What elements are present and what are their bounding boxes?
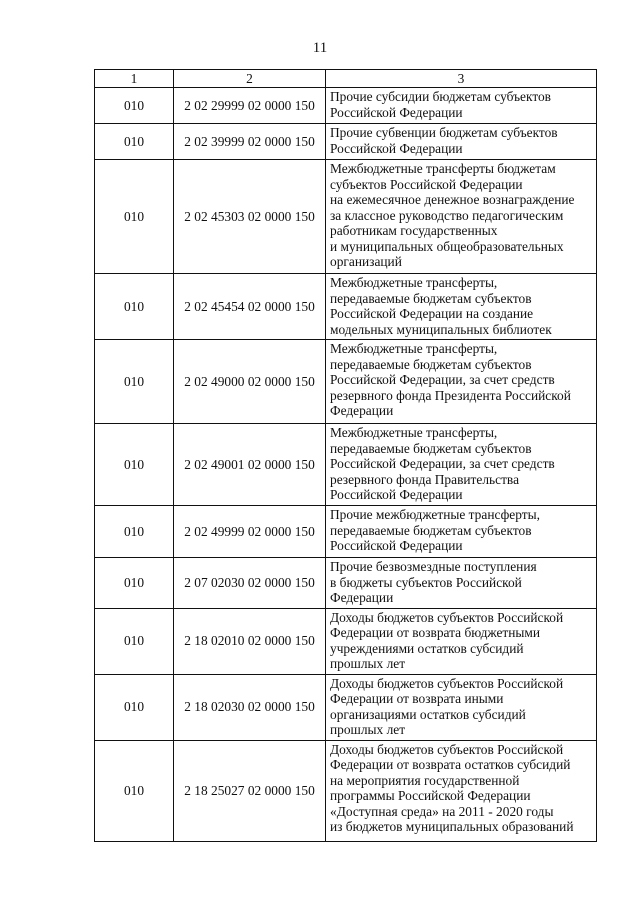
admin-code-cell: 010 [95,424,174,506]
admin-code-cell: 010 [95,558,174,609]
revenue-code-cell: 2 02 49000 02 0000 150 [174,340,326,424]
description-line: Российской Федерации, за счет средств [330,456,555,471]
admin-code-cell: 010 [95,88,174,124]
description-line: Доходы бюджетов субъектов Российской [330,609,564,625]
admin-code-cell: 010 [95,160,174,274]
column-header-1: 1 [95,70,174,88]
description-line: Федерации от возврата остатков субсидий [330,757,571,772]
description-line: Российской Федерации [330,487,463,502]
revenue-code-cell: 2 02 49999 02 0000 150 [174,506,326,558]
revenue-codes-table [94,69,597,842]
admin-code-cell: 010 [95,124,174,160]
description-line: передаваемые бюджетам субъектов [330,440,532,456]
description-line: Федерации [330,590,394,605]
description-line: резервного фонда Правительства [330,471,520,487]
table-row [95,340,597,424]
column-header-3: 3 [326,70,597,88]
description-line: Российской Федерации [330,538,463,553]
description-cell [326,88,597,124]
revenue-code-cell: 2 07 02030 02 0000 150 [174,558,326,609]
revenue-code-cell: 2 02 45303 02 0000 150 [174,160,326,274]
admin-code-cell: 010 [95,674,174,740]
admin-code-cell: 010 [95,274,174,340]
description-line: субъектов Российской Федерации [330,176,523,192]
admin-code-cell: 010 [95,340,174,424]
description-line: Доходы бюджетов субъектов Российской [330,675,564,691]
description-line: Межбюджетные трансферты, [330,425,498,440]
description-cell [326,340,597,424]
description-cell [326,274,597,340]
description-line: Прочие межбюджетные трансферты, [330,507,540,522]
description-line: Российской Федерации на создание [330,306,534,321]
table-row [95,124,597,160]
description-line: Прочие безвозмездные поступления [330,559,537,574]
description-line: «Доступная среда» на 2011 - 2020 годы [330,803,554,819]
description-cell [326,558,597,609]
description-line: Федерации [330,403,394,418]
description-line: прошлых лет [330,722,406,737]
description-line: передаваемые бюджетам субъектов [330,290,532,306]
description-cell [326,740,597,841]
description-line: Российской Федерации, за счет средств [330,372,555,387]
description-line: Федерации от возврата бюджетными [330,625,541,640]
revenue-code-cell: 2 02 49001 02 0000 150 [174,424,326,506]
column-header-2: 2 [174,70,326,88]
description-line: Федерации от возврата иными [330,691,504,706]
table-row [95,740,597,841]
description-cell [326,124,597,160]
description-line: за классное руководство педагогическим [330,207,564,223]
table-row [95,608,597,674]
revenue-code-cell: 2 18 25027 02 0000 150 [174,740,326,841]
table-row [95,424,597,506]
admin-code-cell: 010 [95,608,174,674]
table-body [95,88,597,842]
description-line: передаваемые бюджетам субъектов [330,522,532,538]
description-line: передаваемые бюджетам субъектов [330,356,532,372]
description-line: резервного фонда Президента Российской [330,387,571,403]
table-row [95,160,597,274]
description-line: Межбюджетные трансферты, [330,275,498,290]
description-line: и муниципальных общеобразовательных [330,238,564,254]
description-line: организаций [330,254,402,269]
description-line: на мероприятия государственной [330,772,520,788]
description-line: Прочие субвенции бюджетам субъектов [330,125,558,140]
description-line: организациями остатков субсидий [330,706,526,722]
description-line: программы Российской Федерации [330,788,531,803]
description-line: на ежемесячное денежное вознаграждение [330,192,575,207]
revenue-code-cell: 2 18 02010 02 0000 150 [174,608,326,674]
description-line: из бюджетов муниципальных образований [330,819,574,834]
table-row [95,674,597,740]
table-row [95,88,597,124]
description-line: работникам государственных [330,223,498,238]
description-line: учреждениями остатков субсидий [330,640,524,656]
revenue-code-cell: 2 18 02030 02 0000 150 [174,674,326,740]
description-cell [326,424,597,506]
description-line: Российской Федерации [330,104,463,120]
description-line: Межбюджетные трансферты, [330,341,498,356]
revenue-code-cell: 2 02 45454 02 0000 150 [174,274,326,340]
description-cell [326,160,597,274]
table-header-row [95,70,597,88]
admin-code-cell: 010 [95,740,174,841]
table-row [95,274,597,340]
page-number: 11 [312,40,328,56]
description-line: прошлых лет [330,656,406,671]
table-row [95,558,597,609]
description-line: Российской Федерации [330,140,463,156]
description-line: модельных муниципальных библиотек [330,321,552,337]
admin-code-cell: 010 [95,506,174,558]
description-cell [326,506,597,558]
description-line: в бюджеты субъектов Российской [330,574,522,590]
description-line: Прочие субсидии бюджетам субъектов [330,89,552,104]
table-row [95,506,597,558]
revenue-code-cell: 2 02 29999 02 0000 150 [174,88,326,124]
description-line: Доходы бюджетов субъектов Российской [330,741,564,757]
description-cell [326,608,597,674]
revenue-code-cell: 2 02 39999 02 0000 150 [174,124,326,160]
description-cell [326,674,597,740]
description-line: Межбюджетные трансферты бюджетам [330,161,556,176]
